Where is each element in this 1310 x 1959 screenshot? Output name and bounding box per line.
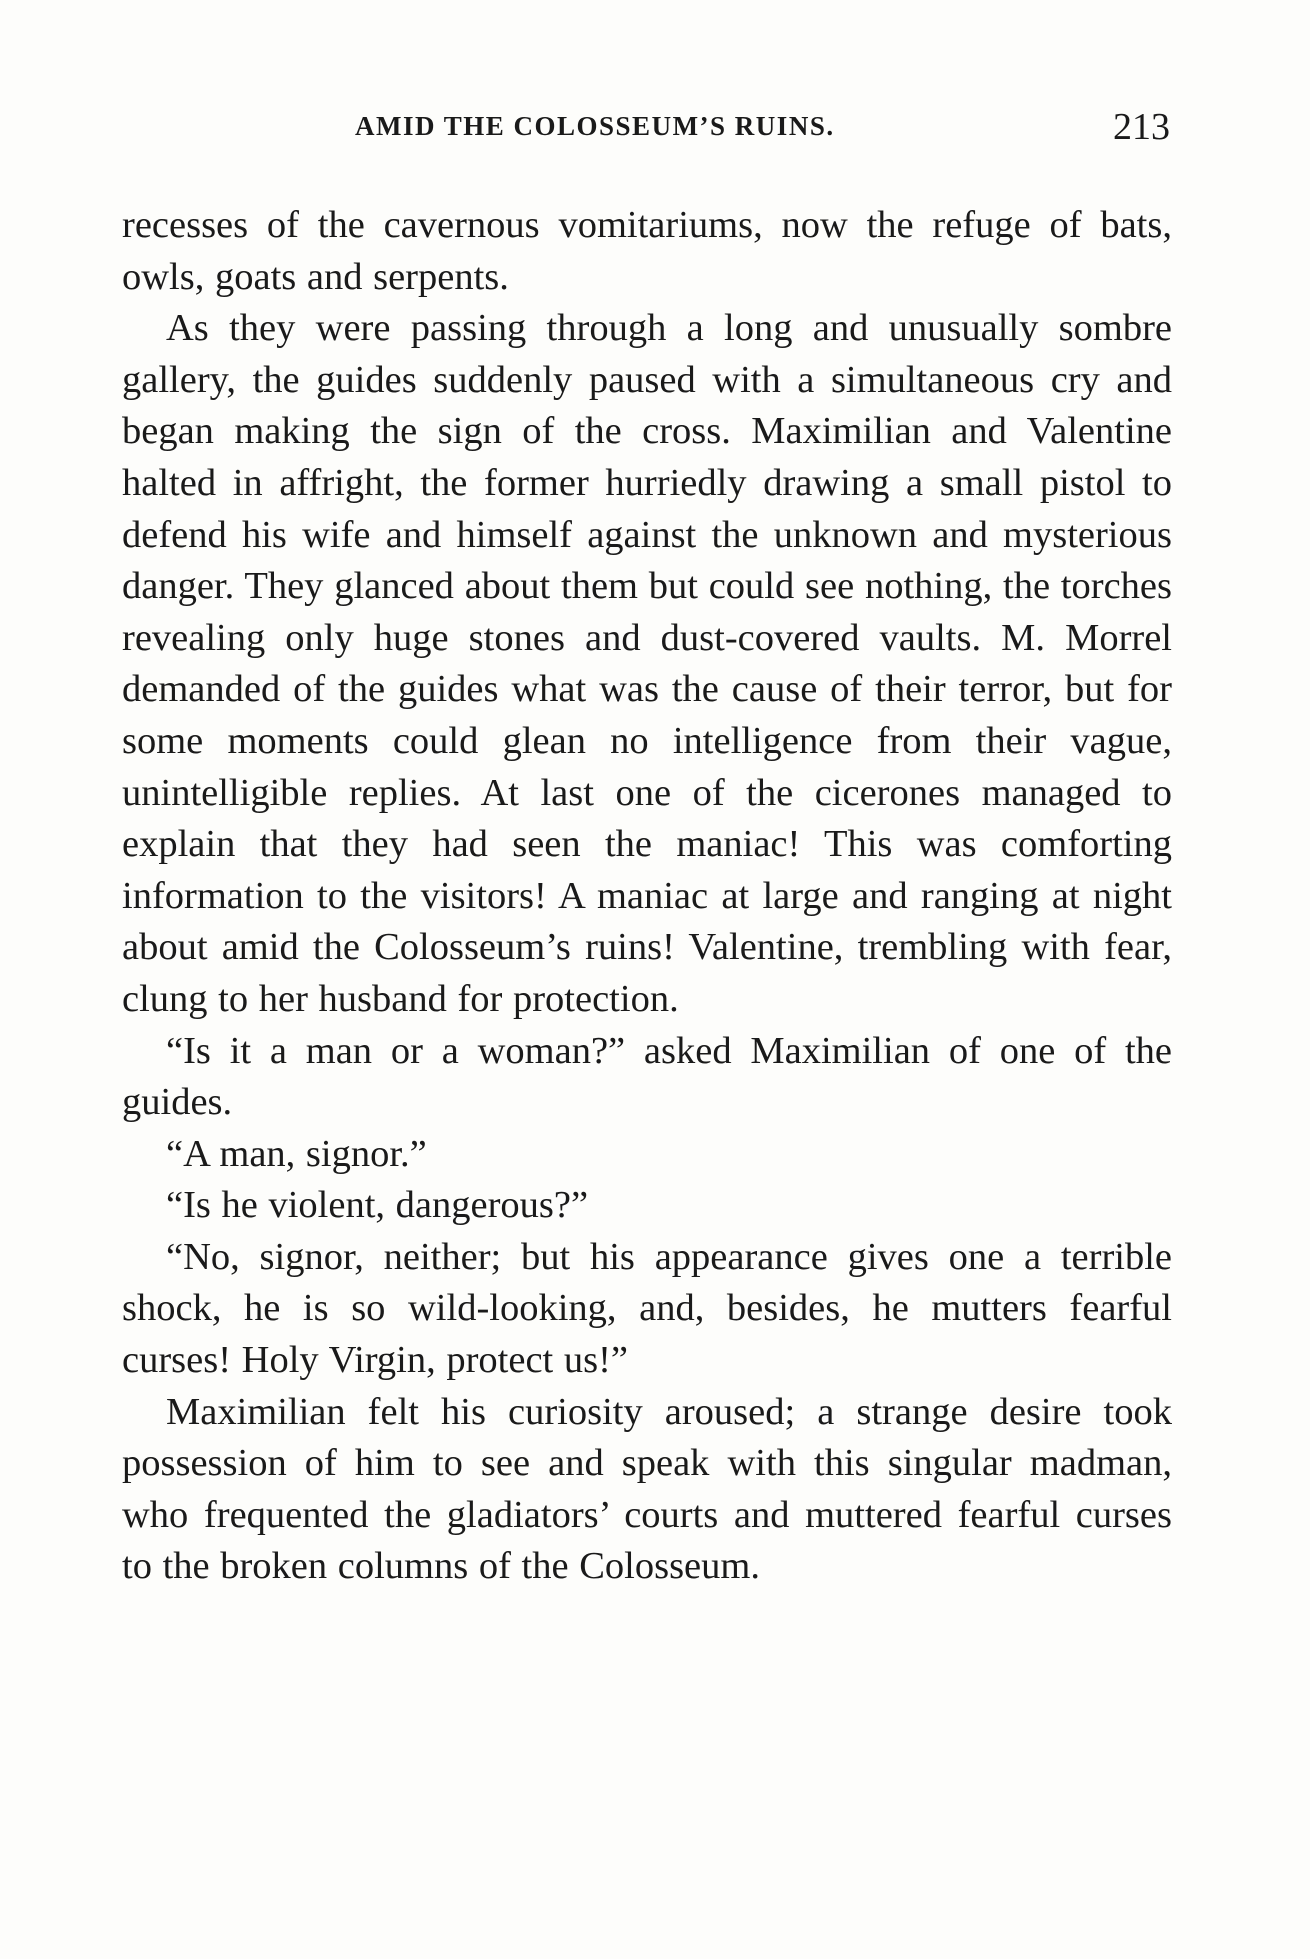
paragraph-answer-man: “A man, signor.” <box>166 1132 427 1175</box>
running-head <box>120 105 1170 148</box>
paragraph-question-man-or-woman: “Is it a man or a woman?” asked Maximilian of one of the guides. <box>122 1029 1172 1124</box>
paragraph-continuation: recesses of the cavernous vomitariums, now the refuge of bats, owls, goats and serpents. <box>122 204 1172 298</box>
paragraph-answer-neither: “No, signor, neither; but his appearance gives one a terrible shock, he is so wild-looking, and, besides, he mutters fearful curses! Holy Virgin, protect us!” <box>122 1235 1172 1382</box>
paragraph-guides-paused: As they were passing through a long and unusually sombre gallery, the guides suddenly paused with a simultaneous cry and began making the sign of the cross. Maximilian and Valentine halted in affright, the former hurriedly drawing a small pistol to defend his wife and himself against the unknown and mysterious danger. They glanced about them but could see nothing, the torches revealing only huge stones and dust-covered vaults. M. Morrel demanded of the guides what was the cause of their terror, but for some moments could glean no intelligence from their vague, unintelligible replies. At last one of the cicerones managed to explain that they had seen the maniac! This was comforting information to the visitors! A maniac at large and ranging at night about amid the Colosseum’s ruins! Valentine, trembling with fear, clung to her husband for protection. <box>122 307 1172 1020</box>
running-title: AMID THE COLOSSEUM’S RUINS. <box>355 111 835 141</box>
page-number: 213 <box>1113 106 1170 148</box>
paragraph-question-violent: “Is he violent, dangerous?” <box>166 1184 589 1227</box>
body-text <box>122 200 1172 1593</box>
paragraph-curiosity-aroused: Maximilian felt his curiosity aroused; a strange desire took possession of him to see and speak with this singular madman, who frequented the gladiators’ courts and muttered fearful curses to the broken columns of the Colosseum. <box>122 1390 1172 1588</box>
